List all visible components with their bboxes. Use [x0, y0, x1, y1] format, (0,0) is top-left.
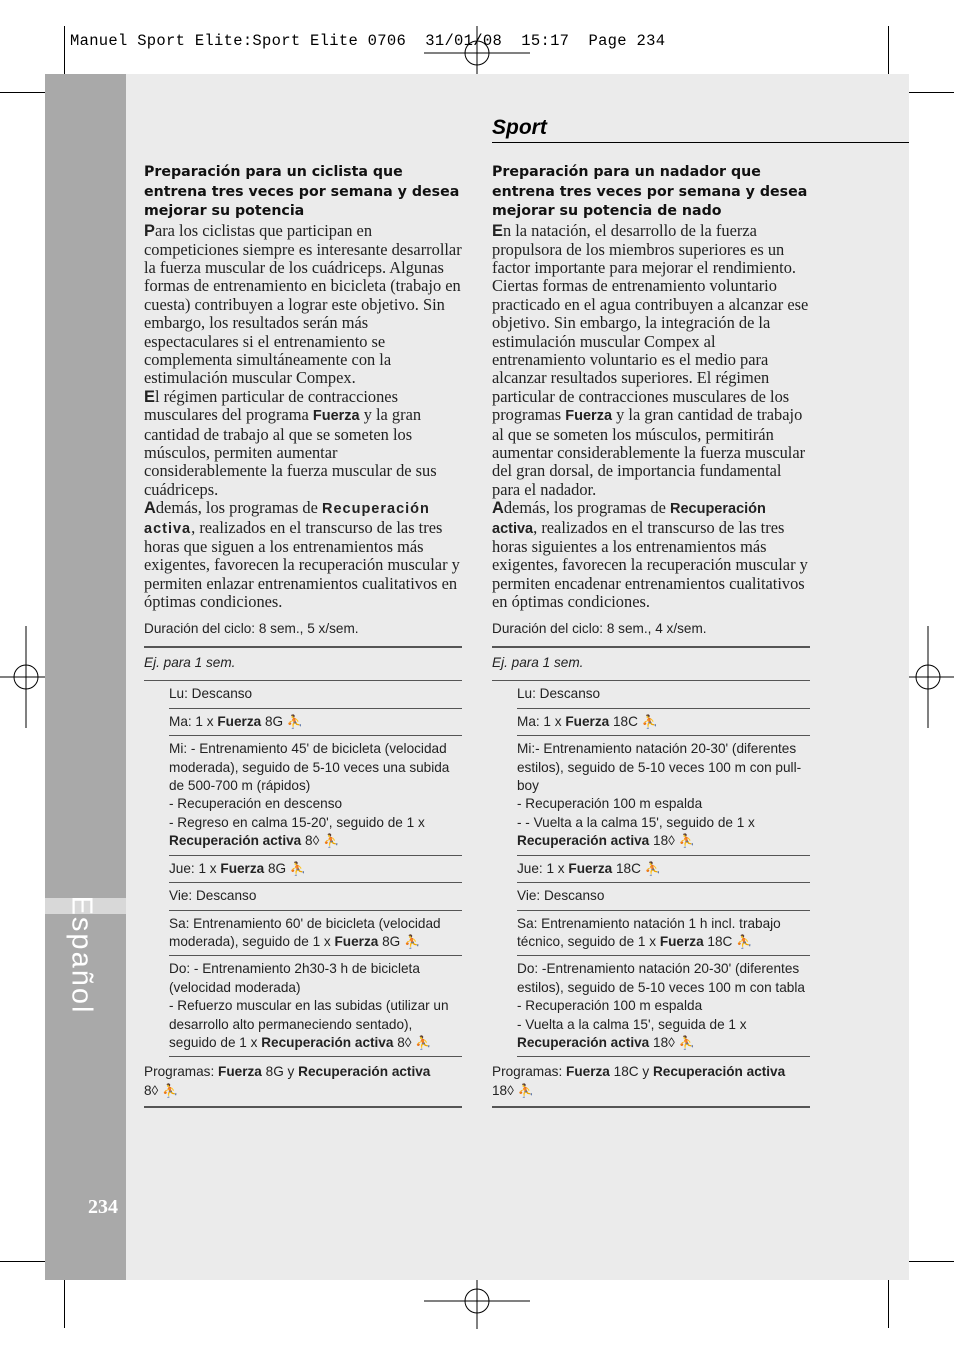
program-code: 8G: [261, 713, 284, 729]
paragraph-text: , realizados en el transcurso de las tres horas siguientes a los entrenamientos más exigentes, favorecen la recuperación muscular y permiten encadenar entrenamientos cualitativos en óptimas condiciones.: [492, 517, 808, 612]
registration-mark-icon: [424, 1273, 530, 1329]
registration-mark-icon: [902, 626, 954, 728]
person-figure-icon: ⛹: [323, 833, 340, 849]
page-number: 234: [88, 1196, 118, 1218]
program-name: Fuerza: [566, 1064, 610, 1080]
program-code: 18◊: [649, 1034, 675, 1050]
program-name: Recuperación activa: [652, 1064, 786, 1080]
drop-cap: A: [144, 499, 156, 518]
program-code: 8◊: [393, 1034, 412, 1050]
paragraph-text: ara los ciclistas que participan en competiciones siempre es interesante desarrollar la fuerza muscular de los cuádriceps. Algunas formas de entrenamiento en bicicleta (trabajo en cuesta) contribuyen a lograr este objetivo. Sin embargo, los resultados serán más espectaculares si el entrenamiento se complementa simultáneamente con la estimulación muscular Compex.: [144, 221, 462, 388]
paragraph-text: y la gran cantidad de trabajo al que se someten los músculos, permitirán aumentar considerablemente la fuerza muscular del gran dorsal, de importancia fundamental para el nadador.: [492, 405, 806, 499]
drop-cap: P: [144, 222, 155, 241]
day-friday: [169, 883, 462, 910]
program-name: Fuerza: [659, 933, 704, 949]
program-name: Recuperación activa: [517, 1034, 650, 1050]
paragraph-text: y la gran cantidad de trabajo al que se someten los músculos, permiten aumentar considerablemente la fuerza muscular de sus cuádriceps.: [144, 405, 437, 499]
swimmer-body: [492, 222, 810, 612]
cyclist-paragraph-2: [144, 388, 462, 499]
program-name: Recuperación activa: [517, 833, 650, 849]
drop-cap: E: [492, 222, 503, 241]
paragraph-text: demás, los programas de: [155, 498, 322, 518]
crop-mark: [64, 1276, 65, 1328]
person-figure-icon: ⛹: [404, 933, 421, 949]
day-text: - Recuperación 100 m espalda: [517, 998, 703, 1014]
swimmer-paragraph-2: [492, 499, 810, 611]
program-name: Recuperación activa: [298, 1064, 431, 1080]
crop-mark: [888, 26, 889, 78]
person-figure-icon: ⛹: [415, 1034, 432, 1050]
section-title: Sport: [492, 116, 547, 139]
program-code: 18C y: [609, 1064, 653, 1080]
program-code: 18C: [609, 713, 638, 729]
program-name: Fuerza: [218, 1064, 262, 1080]
example-label: Ej. para 1 sem.: [492, 655, 584, 671]
day-text: Jue: 1 x: [517, 860, 569, 876]
program-code: 18◊: [492, 1082, 514, 1098]
day-wednesday: [169, 736, 462, 855]
paragraph-text: l régimen particular de contracciones musculares del programa: [144, 386, 398, 425]
program-name: Recuperación activa: [261, 1034, 394, 1050]
day-wednesday: [517, 736, 810, 855]
day-text: Do: -Entrenamiento natación 20-30' (diferentes estilos), seguido de 5-10 veces 100 m con tabla: [517, 961, 805, 995]
day-text: Lu: Descanso: [517, 686, 601, 702]
day-text: - Recuperación 100 m espalda: [517, 796, 703, 812]
language-label: Español: [65, 895, 98, 1015]
day-text: - - Vuelta a la calma 15', seguido de 1 x: [517, 814, 755, 830]
day-tuesday: [517, 709, 810, 736]
person-figure-icon: ⛹: [641, 713, 658, 729]
swimmer-paragraph-1: [492, 222, 810, 499]
day-text: Ma: 1 x: [169, 713, 218, 729]
person-figure-icon: ⛹: [736, 933, 753, 949]
person-figure-icon: ⛹: [517, 1082, 534, 1098]
cycle-duration: Duración del ciclo: 8 sem., 5 x/sem.: [144, 620, 359, 636]
person-figure-icon: ⛹: [289, 860, 307, 876]
day-text: Mi:- Entrenamiento natación 20-30' (diferentes estilos), seguido de 5-10 veces 100 m con pull-boy: [517, 741, 802, 794]
program-code: 8G: [264, 860, 287, 876]
cyclist-body: [144, 222, 462, 612]
program-code: 8◊: [301, 833, 320, 849]
day-text: - Vuelta a la calma 15', seguida de 1 x: [517, 1016, 747, 1032]
crop-mark: [64, 26, 65, 78]
section-title-rule: [492, 142, 909, 143]
swimmer-heading: Preparación para un nadador que entrena tres veces por semana y desea mejorar su potencia de nado: [492, 164, 808, 220]
day-text: - Recuperación en descenso: [169, 796, 343, 812]
week-schedule: [169, 681, 462, 1057]
day-monday: [517, 681, 810, 708]
person-figure-icon: ⛹: [162, 1082, 179, 1098]
day-text: Ma: 1 x: [517, 713, 566, 729]
swimmer-column: [492, 163, 810, 1108]
programs-label: Programas:: [144, 1064, 219, 1080]
program-name: Fuerza: [312, 408, 360, 425]
program-code: 18C: [612, 860, 641, 876]
program-code: 18C: [703, 933, 733, 949]
day-tuesday: [169, 709, 462, 736]
person-figure-icon: ⛹: [644, 860, 661, 876]
cyclist-paragraph-1: [144, 222, 462, 388]
day-sunday: [169, 956, 462, 1057]
paragraph-text: , realizados en el transcurso de las tres horas que siguen a los entrenamientos más exigentes, favorecen la recuperación muscular y permiten enlazar entrenamientos cualitativos en óptimas condiciones.: [144, 517, 460, 612]
day-saturday: [169, 911, 462, 957]
program-name: Recuperación activa: [492, 501, 766, 537]
day-sunday: [517, 956, 810, 1057]
cyclist-column: [144, 163, 462, 1108]
person-figure-icon: ⛹: [286, 713, 304, 729]
program-name: Fuerza: [334, 933, 379, 949]
person-figure-icon: ⛹: [678, 1034, 695, 1050]
program-code: 8G: [378, 933, 401, 949]
program-name: Fuerza: [565, 713, 610, 729]
program-name: Fuerza: [565, 408, 613, 425]
day-text: Mi: - Entrenamiento 45' de bicicleta (velocidad moderada), seguido de 5-10 veces una subida de 500-700 m (rápidos): [169, 741, 450, 794]
day-text: Vie: Descanso: [169, 888, 257, 904]
day-monday: [169, 681, 462, 708]
crop-mark: [902, 92, 954, 93]
programs-summary: [492, 1057, 810, 1108]
day-text: Jue: 1 x: [169, 860, 221, 876]
day-friday: [517, 883, 810, 910]
day-text: - Regreso en calma 15-20', seguido de 1 x: [169, 814, 425, 830]
language-sidebar: [45, 74, 126, 1280]
day-text: - Refuerzo muscular en las subidas (utilizar un desarrollo alto permaneciendo sentado), seguido de 1 x: [169, 998, 449, 1050]
day-text: Vie: Descanso: [517, 888, 605, 904]
day-thursday: [517, 856, 810, 883]
cyclist-heading: Preparación para un ciclista que entrena tres veces por semana y desea mejorar su potencia: [144, 164, 460, 220]
paragraph-text: n la natación, el desarrollo de la fuerza propulsora de los miembros superiores es un factor importante para mejorar el rendimiento. Ciertas formas de entrenamiento voluntario practicado en el agua contribuyen a alcanzar ese objetivo. Sin embargo, la integración de la estimulación muscular Compex al entrenamiento voluntario es el medio para alcanzar resultados superiores. El régimen particular de contracciones musculares de los programas: [492, 221, 809, 425]
day-thursday: [169, 856, 462, 883]
crop-mark: [888, 1276, 889, 1328]
day-text: Sa: Entrenamiento 60' de bicicleta (velocidad moderada), seguido de 1 x: [169, 915, 441, 949]
program-code: 8G y: [261, 1064, 299, 1080]
person-figure-icon: ⛹: [678, 833, 695, 849]
program-code: 18◊: [649, 833, 675, 849]
program-name: Fuerza: [568, 860, 613, 876]
example-label: Ej. para 1 sem.: [144, 655, 236, 671]
drop-cap: A: [492, 499, 504, 518]
week-schedule: [517, 681, 810, 1057]
program-name: Recuperación activa: [169, 833, 302, 849]
crop-mark: [902, 1261, 954, 1262]
day-text: Do: - Entrenamiento 2h30-3 h de bicicleta (velocidad moderada): [169, 961, 420, 995]
program-code: 8◊: [144, 1082, 159, 1098]
programs-label: Programas:: [492, 1064, 567, 1080]
paragraph-text: demás, los programas de: [503, 498, 670, 518]
day-text: Sa: Entrenamiento natación 1 h incl. trabajo técnico, seguido de 1 x: [517, 915, 781, 949]
program-name: Fuerza: [217, 713, 262, 729]
program-name: Recuperación activa: [144, 501, 430, 537]
day-text: Lu: Descanso: [169, 686, 253, 702]
print-header: Manuel Sport Elite:Sport Elite 0706 31/01/08 15:17 Page 234: [70, 32, 666, 50]
day-saturday: [517, 911, 810, 957]
cyclist-paragraph-3: [144, 499, 462, 611]
programs-summary: [144, 1057, 462, 1108]
drop-cap: E: [144, 387, 155, 406]
program-name: Fuerza: [220, 860, 265, 876]
cycle-duration: Duración del ciclo: 8 sem., 4 x/sem.: [492, 620, 707, 636]
